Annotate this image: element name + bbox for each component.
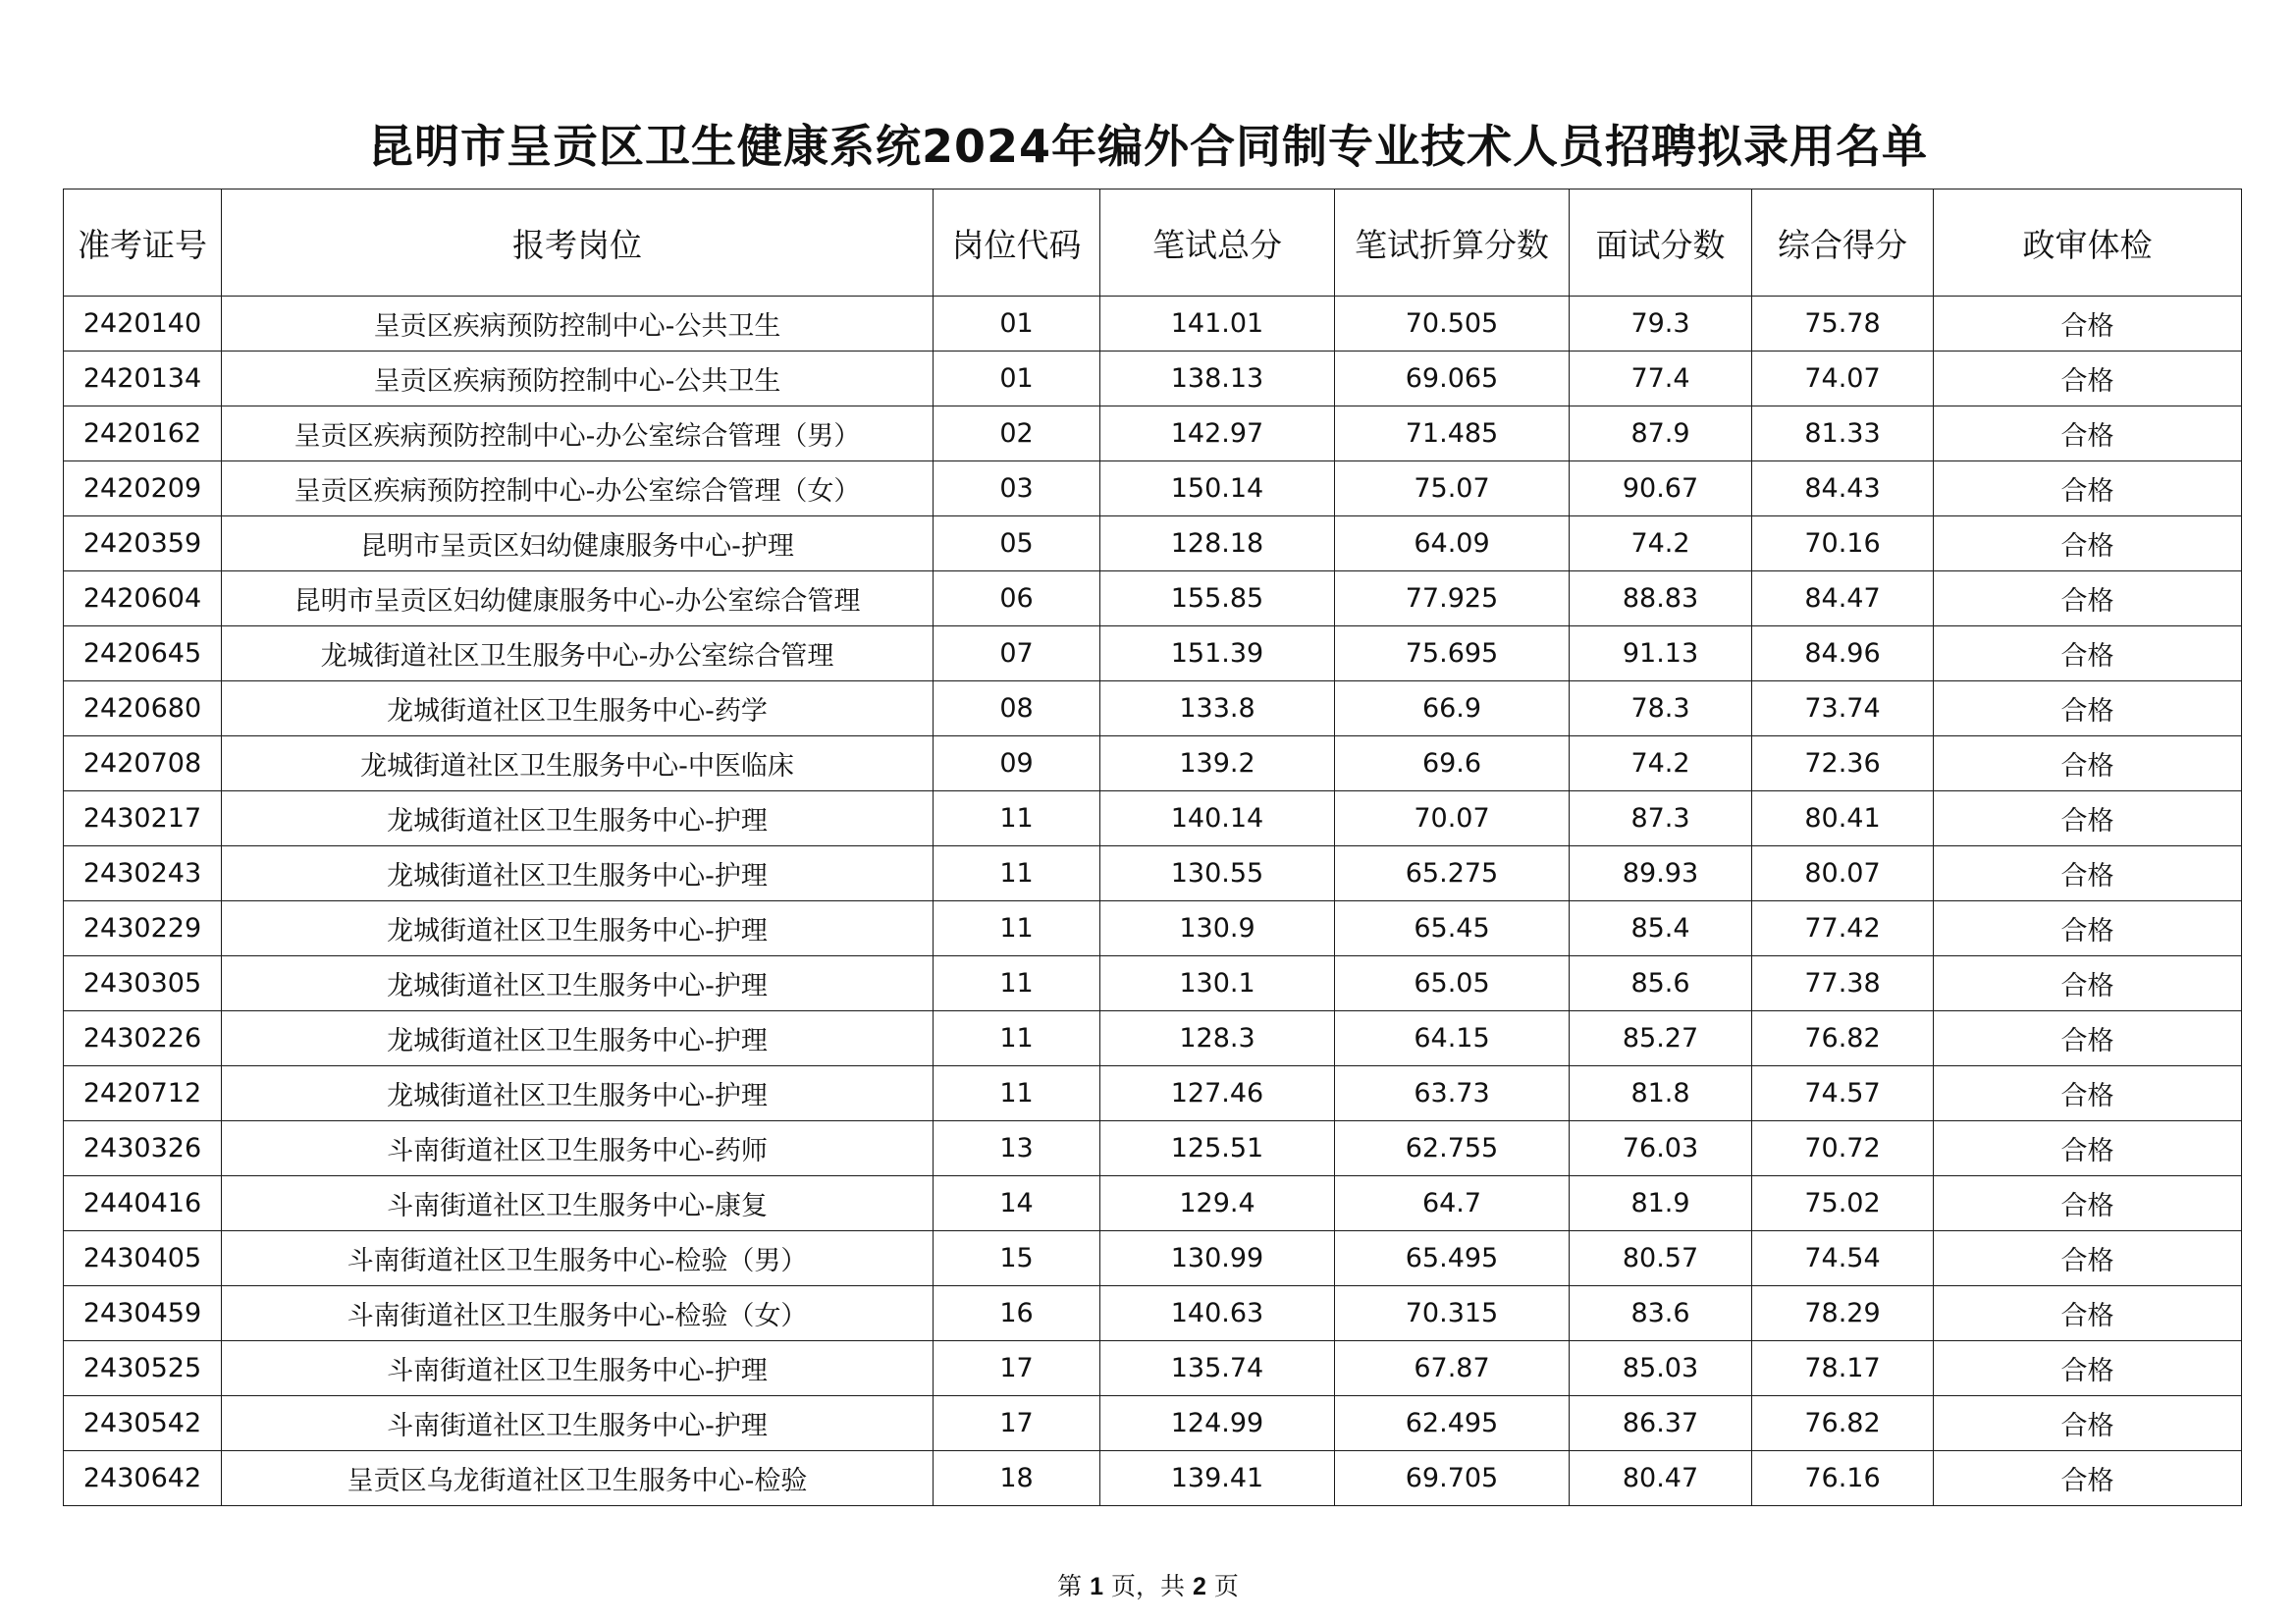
- cell-review-check: 合格: [1934, 516, 2242, 571]
- cell-interview-score: 76.03: [1570, 1121, 1752, 1176]
- cell-overall-score: 77.42: [1752, 901, 1934, 956]
- cell-written-converted: 63.73: [1335, 1066, 1570, 1121]
- cell-position-code: 15: [934, 1231, 1100, 1286]
- cell-written-converted: 70.505: [1335, 297, 1570, 352]
- table-row: [64, 1176, 2242, 1231]
- cell-written-total: 130.99: [1100, 1231, 1335, 1286]
- cell-position: 斗南街道社区卫生服务中心-检验（女）: [222, 1286, 934, 1341]
- cell-overall-score: 78.29: [1752, 1286, 1934, 1341]
- footer-suffix: 页: [1213, 1572, 1239, 1600]
- cell-written-total: 130.9: [1100, 901, 1335, 956]
- table-header-row: [64, 189, 2242, 297]
- cell-position-code: 16: [934, 1286, 1100, 1341]
- cell-position: 斗南街道社区卫生服务中心-检验（男）: [222, 1231, 934, 1286]
- cell-position-code: 07: [934, 626, 1100, 681]
- table-row: [64, 1121, 2242, 1176]
- cell-written-converted: 77.925: [1335, 571, 1570, 626]
- cell-interview-score: 87.3: [1570, 791, 1752, 846]
- cell-position: 龙城街道社区卫生服务中心-中医临床: [222, 736, 934, 791]
- cell-exam-number: 2430305: [64, 956, 222, 1011]
- cell-interview-score: 74.2: [1570, 516, 1752, 571]
- cell-review-check: 合格: [1934, 571, 2242, 626]
- cell-position: 呈贡区疾病预防控制中心-公共卫生: [222, 297, 934, 352]
- cell-review-check: 合格: [1934, 901, 2242, 956]
- cell-exam-number: 2420162: [64, 406, 222, 461]
- cell-overall-score: 70.72: [1752, 1121, 1934, 1176]
- cell-written-total: 151.39: [1100, 626, 1335, 681]
- cell-written-total: 155.85: [1100, 571, 1335, 626]
- table-row: [64, 1451, 2242, 1506]
- cell-review-check: 合格: [1934, 846, 2242, 901]
- cell-overall-score: 74.07: [1752, 352, 1934, 406]
- cell-position: 龙城街道社区卫生服务中心-护理: [222, 1066, 934, 1121]
- cell-position-code: 11: [934, 1066, 1100, 1121]
- cell-written-total: 141.01: [1100, 297, 1335, 352]
- cell-position: 呈贡区乌龙街道社区卫生服务中心-检验: [222, 1451, 934, 1506]
- table-row: [64, 1231, 2242, 1286]
- cell-position: 斗南街道社区卫生服务中心-药师: [222, 1121, 934, 1176]
- cell-overall-score: 81.33: [1752, 406, 1934, 461]
- cell-review-check: 合格: [1934, 1011, 2242, 1066]
- cell-interview-score: 81.8: [1570, 1066, 1752, 1121]
- cell-written-converted: 69.6: [1335, 736, 1570, 791]
- cell-written-converted: 65.275: [1335, 846, 1570, 901]
- cell-position-code: 13: [934, 1121, 1100, 1176]
- cell-overall-score: 76.82: [1752, 1396, 1934, 1451]
- cell-position-code: 17: [934, 1341, 1100, 1396]
- cell-written-converted: 71.485: [1335, 406, 1570, 461]
- table-row: [64, 1396, 2242, 1451]
- cell-review-check: 合格: [1934, 1121, 2242, 1176]
- cell-review-check: 合格: [1934, 736, 2242, 791]
- cell-exam-number: 2430226: [64, 1011, 222, 1066]
- cell-position: 龙城街道社区卫生服务中心-护理: [222, 846, 934, 901]
- header-written-converted: 笔试折算分数: [1335, 189, 1570, 297]
- cell-written-converted: 64.15: [1335, 1011, 1570, 1066]
- cell-written-converted: 69.065: [1335, 352, 1570, 406]
- cell-position: 昆明市呈贡区妇幼健康服务中心-护理: [222, 516, 934, 571]
- table-row: [64, 1286, 2242, 1341]
- table-row: [64, 352, 2242, 406]
- cell-exam-number: 2420140: [64, 297, 222, 352]
- cell-overall-score: 84.43: [1752, 461, 1934, 516]
- cell-exam-number: 2430459: [64, 1286, 222, 1341]
- cell-exam-number: 2420209: [64, 461, 222, 516]
- cell-exam-number: 2420359: [64, 516, 222, 571]
- cell-exam-number: 2430525: [64, 1341, 222, 1396]
- cell-overall-score: 70.16: [1752, 516, 1934, 571]
- table-row: [64, 626, 2242, 681]
- cell-position: 龙城街道社区卫生服务中心-护理: [222, 791, 934, 846]
- cell-interview-score: 85.4: [1570, 901, 1752, 956]
- cell-review-check: 合格: [1934, 791, 2242, 846]
- cell-interview-score: 81.9: [1570, 1176, 1752, 1231]
- cell-written-converted: 75.07: [1335, 461, 1570, 516]
- cell-overall-score: 72.36: [1752, 736, 1934, 791]
- cell-position-code: 17: [934, 1396, 1100, 1451]
- cell-exam-number: 2430243: [64, 846, 222, 901]
- cell-position-code: 01: [934, 352, 1100, 406]
- cell-position-code: 14: [934, 1176, 1100, 1231]
- cell-overall-score: 76.82: [1752, 1011, 1934, 1066]
- footer-current-page: 1: [1090, 1573, 1104, 1600]
- cell-review-check: 合格: [1934, 626, 2242, 681]
- cell-exam-number: 2420604: [64, 571, 222, 626]
- cell-written-total: 142.97: [1100, 406, 1335, 461]
- cell-review-check: 合格: [1934, 461, 2242, 516]
- cell-position-code: 11: [934, 791, 1100, 846]
- cell-written-converted: 70.315: [1335, 1286, 1570, 1341]
- cell-written-total: 130.55: [1100, 846, 1335, 901]
- cell-written-total: 128.3: [1100, 1011, 1335, 1066]
- cell-exam-number: 2420680: [64, 681, 222, 736]
- cell-written-total: 124.99: [1100, 1396, 1335, 1451]
- cell-position: 斗南街道社区卫生服务中心-护理: [222, 1396, 934, 1451]
- cell-written-converted: 69.705: [1335, 1451, 1570, 1506]
- cell-position-code: 06: [934, 571, 1100, 626]
- cell-overall-score: 73.74: [1752, 681, 1934, 736]
- document-title: 昆明市呈贡区卫生健康系统2024年编外合同制专业技术人员招聘拟录用名单: [367, 119, 1929, 173]
- cell-interview-score: 83.6: [1570, 1286, 1752, 1341]
- cell-overall-score: 77.38: [1752, 956, 1934, 1011]
- cell-exam-number: 2420712: [64, 1066, 222, 1121]
- cell-written-total: 133.8: [1100, 681, 1335, 736]
- footer-middle: 页，共: [1110, 1572, 1185, 1600]
- cell-overall-score: 80.07: [1752, 846, 1934, 901]
- cell-overall-score: 76.16: [1752, 1451, 1934, 1506]
- cell-exam-number: 2430326: [64, 1121, 222, 1176]
- cell-overall-score: 80.41: [1752, 791, 1934, 846]
- cell-position: 呈贡区疾病预防控制中心-办公室综合管理（女）: [222, 461, 934, 516]
- cell-written-total: 125.51: [1100, 1121, 1335, 1176]
- cell-written-total: 127.46: [1100, 1066, 1335, 1121]
- cell-interview-score: 90.67: [1570, 461, 1752, 516]
- cell-review-check: 合格: [1934, 956, 2242, 1011]
- cell-position: 呈贡区疾病预防控制中心-办公室综合管理（男）: [222, 406, 934, 461]
- header-overall-score: 综合得分: [1752, 189, 1934, 297]
- cell-exam-number: 2430217: [64, 791, 222, 846]
- table-row: [64, 461, 2242, 516]
- results-table: [63, 189, 2242, 1506]
- table-body: [64, 297, 2242, 1506]
- cell-review-check: 合格: [1934, 352, 2242, 406]
- cell-position: 龙城街道社区卫生服务中心-护理: [222, 901, 934, 956]
- header-interview-score: 面试分数: [1570, 189, 1752, 297]
- table-row: [64, 956, 2242, 1011]
- cell-written-total: 130.1: [1100, 956, 1335, 1011]
- cell-overall-score: 75.02: [1752, 1176, 1934, 1231]
- table-row: [64, 1066, 2242, 1121]
- footer-total-pages: 2: [1192, 1573, 1206, 1600]
- cell-overall-score: 74.54: [1752, 1231, 1934, 1286]
- footer-prefix: 第: [1057, 1572, 1083, 1600]
- page-number-footer: [0, 1567, 2296, 1602]
- cell-review-check: 合格: [1934, 1451, 2242, 1506]
- cell-position: 龙城街道社区卫生服务中心-护理: [222, 1011, 934, 1066]
- cell-written-total: 129.4: [1100, 1176, 1335, 1231]
- cell-position: 龙城街道社区卫生服务中心-药学: [222, 681, 934, 736]
- cell-written-converted: 70.07: [1335, 791, 1570, 846]
- cell-exam-number: 2430642: [64, 1451, 222, 1506]
- cell-written-converted: 62.755: [1335, 1121, 1570, 1176]
- cell-interview-score: 89.93: [1570, 846, 1752, 901]
- cell-position: 呈贡区疾病预防控制中心-公共卫生: [222, 352, 934, 406]
- header-position: 报考岗位: [222, 189, 934, 297]
- cell-written-converted: 64.09: [1335, 516, 1570, 571]
- table-row: [64, 901, 2242, 956]
- table-row: [64, 297, 2242, 352]
- cell-interview-score: 86.37: [1570, 1396, 1752, 1451]
- cell-review-check: 合格: [1934, 1231, 2242, 1286]
- cell-interview-score: 87.9: [1570, 406, 1752, 461]
- cell-review-check: 合格: [1934, 1341, 2242, 1396]
- table-row: [64, 516, 2242, 571]
- cell-written-converted: 67.87: [1335, 1341, 1570, 1396]
- cell-written-total: 139.2: [1100, 736, 1335, 791]
- cell-written-total: 140.63: [1100, 1286, 1335, 1341]
- cell-position-code: 11: [934, 846, 1100, 901]
- cell-overall-score: 84.96: [1752, 626, 1934, 681]
- cell-written-total: 135.74: [1100, 1341, 1335, 1396]
- cell-position: 斗南街道社区卫生服务中心-护理: [222, 1341, 934, 1396]
- cell-review-check: 合格: [1934, 406, 2242, 461]
- cell-interview-score: 91.13: [1570, 626, 1752, 681]
- cell-interview-score: 79.3: [1570, 297, 1752, 352]
- table-row: [64, 736, 2242, 791]
- cell-position-code: 02: [934, 406, 1100, 461]
- cell-position: 龙城街道社区卫生服务中心-办公室综合管理: [222, 626, 934, 681]
- cell-position: 斗南街道社区卫生服务中心-康复: [222, 1176, 934, 1231]
- cell-interview-score: 80.47: [1570, 1451, 1752, 1506]
- cell-written-converted: 65.45: [1335, 901, 1570, 956]
- table-row: [64, 1341, 2242, 1396]
- cell-interview-score: 78.3: [1570, 681, 1752, 736]
- cell-exam-number: 2420134: [64, 352, 222, 406]
- cell-position: 昆明市呈贡区妇幼健康服务中心-办公室综合管理: [222, 571, 934, 626]
- cell-interview-score: 77.4: [1570, 352, 1752, 406]
- cell-exam-number: 2420708: [64, 736, 222, 791]
- cell-review-check: 合格: [1934, 1396, 2242, 1451]
- cell-written-converted: 65.495: [1335, 1231, 1570, 1286]
- table-row: [64, 571, 2242, 626]
- header-written-total: 笔试总分: [1100, 189, 1335, 297]
- cell-position-code: 01: [934, 297, 1100, 352]
- cell-position-code: 05: [934, 516, 1100, 571]
- cell-interview-score: 85.27: [1570, 1011, 1752, 1066]
- cell-review-check: 合格: [1934, 681, 2242, 736]
- cell-interview-score: 80.57: [1570, 1231, 1752, 1286]
- cell-position-code: 18: [934, 1451, 1100, 1506]
- cell-review-check: 合格: [1934, 1176, 2242, 1231]
- header-exam-number: 准考证号: [64, 189, 222, 297]
- cell-position: 龙城街道社区卫生服务中心-护理: [222, 956, 934, 1011]
- cell-written-converted: 62.495: [1335, 1396, 1570, 1451]
- cell-exam-number: 2430229: [64, 901, 222, 956]
- cell-interview-score: 85.6: [1570, 956, 1752, 1011]
- cell-review-check: 合格: [1934, 1286, 2242, 1341]
- cell-interview-score: 88.83: [1570, 571, 1752, 626]
- table-row: [64, 791, 2242, 846]
- cell-exam-number: 2430542: [64, 1396, 222, 1451]
- cell-exam-number: 2420645: [64, 626, 222, 681]
- table-row: [64, 1011, 2242, 1066]
- cell-exam-number: 2440416: [64, 1176, 222, 1231]
- cell-written-converted: 66.9: [1335, 681, 1570, 736]
- cell-interview-score: 74.2: [1570, 736, 1752, 791]
- cell-position-code: 11: [934, 901, 1100, 956]
- cell-overall-score: 78.17: [1752, 1341, 1934, 1396]
- cell-overall-score: 74.57: [1752, 1066, 1934, 1121]
- cell-position-code: 03: [934, 461, 1100, 516]
- cell-written-converted: 64.7: [1335, 1176, 1570, 1231]
- cell-position-code: 08: [934, 681, 1100, 736]
- cell-position-code: 11: [934, 1011, 1100, 1066]
- table-row: [64, 846, 2242, 901]
- header-position-code: 岗位代码: [934, 189, 1100, 297]
- cell-overall-score: 75.78: [1752, 297, 1934, 352]
- table-row: [64, 681, 2242, 736]
- cell-written-total: 140.14: [1100, 791, 1335, 846]
- cell-overall-score: 84.47: [1752, 571, 1934, 626]
- cell-position-code: 09: [934, 736, 1100, 791]
- cell-review-check: 合格: [1934, 297, 2242, 352]
- cell-written-total: 138.13: [1100, 352, 1335, 406]
- table-row: [64, 406, 2242, 461]
- cell-position-code: 11: [934, 956, 1100, 1011]
- cell-written-total: 150.14: [1100, 461, 1335, 516]
- cell-written-converted: 75.695: [1335, 626, 1570, 681]
- cell-written-converted: 65.05: [1335, 956, 1570, 1011]
- cell-exam-number: 2430405: [64, 1231, 222, 1286]
- cell-review-check: 合格: [1934, 1066, 2242, 1121]
- cell-written-total: 128.18: [1100, 516, 1335, 571]
- cell-written-total: 139.41: [1100, 1451, 1335, 1506]
- cell-interview-score: 85.03: [1570, 1341, 1752, 1396]
- header-review-check: 政审体检: [1934, 189, 2242, 297]
